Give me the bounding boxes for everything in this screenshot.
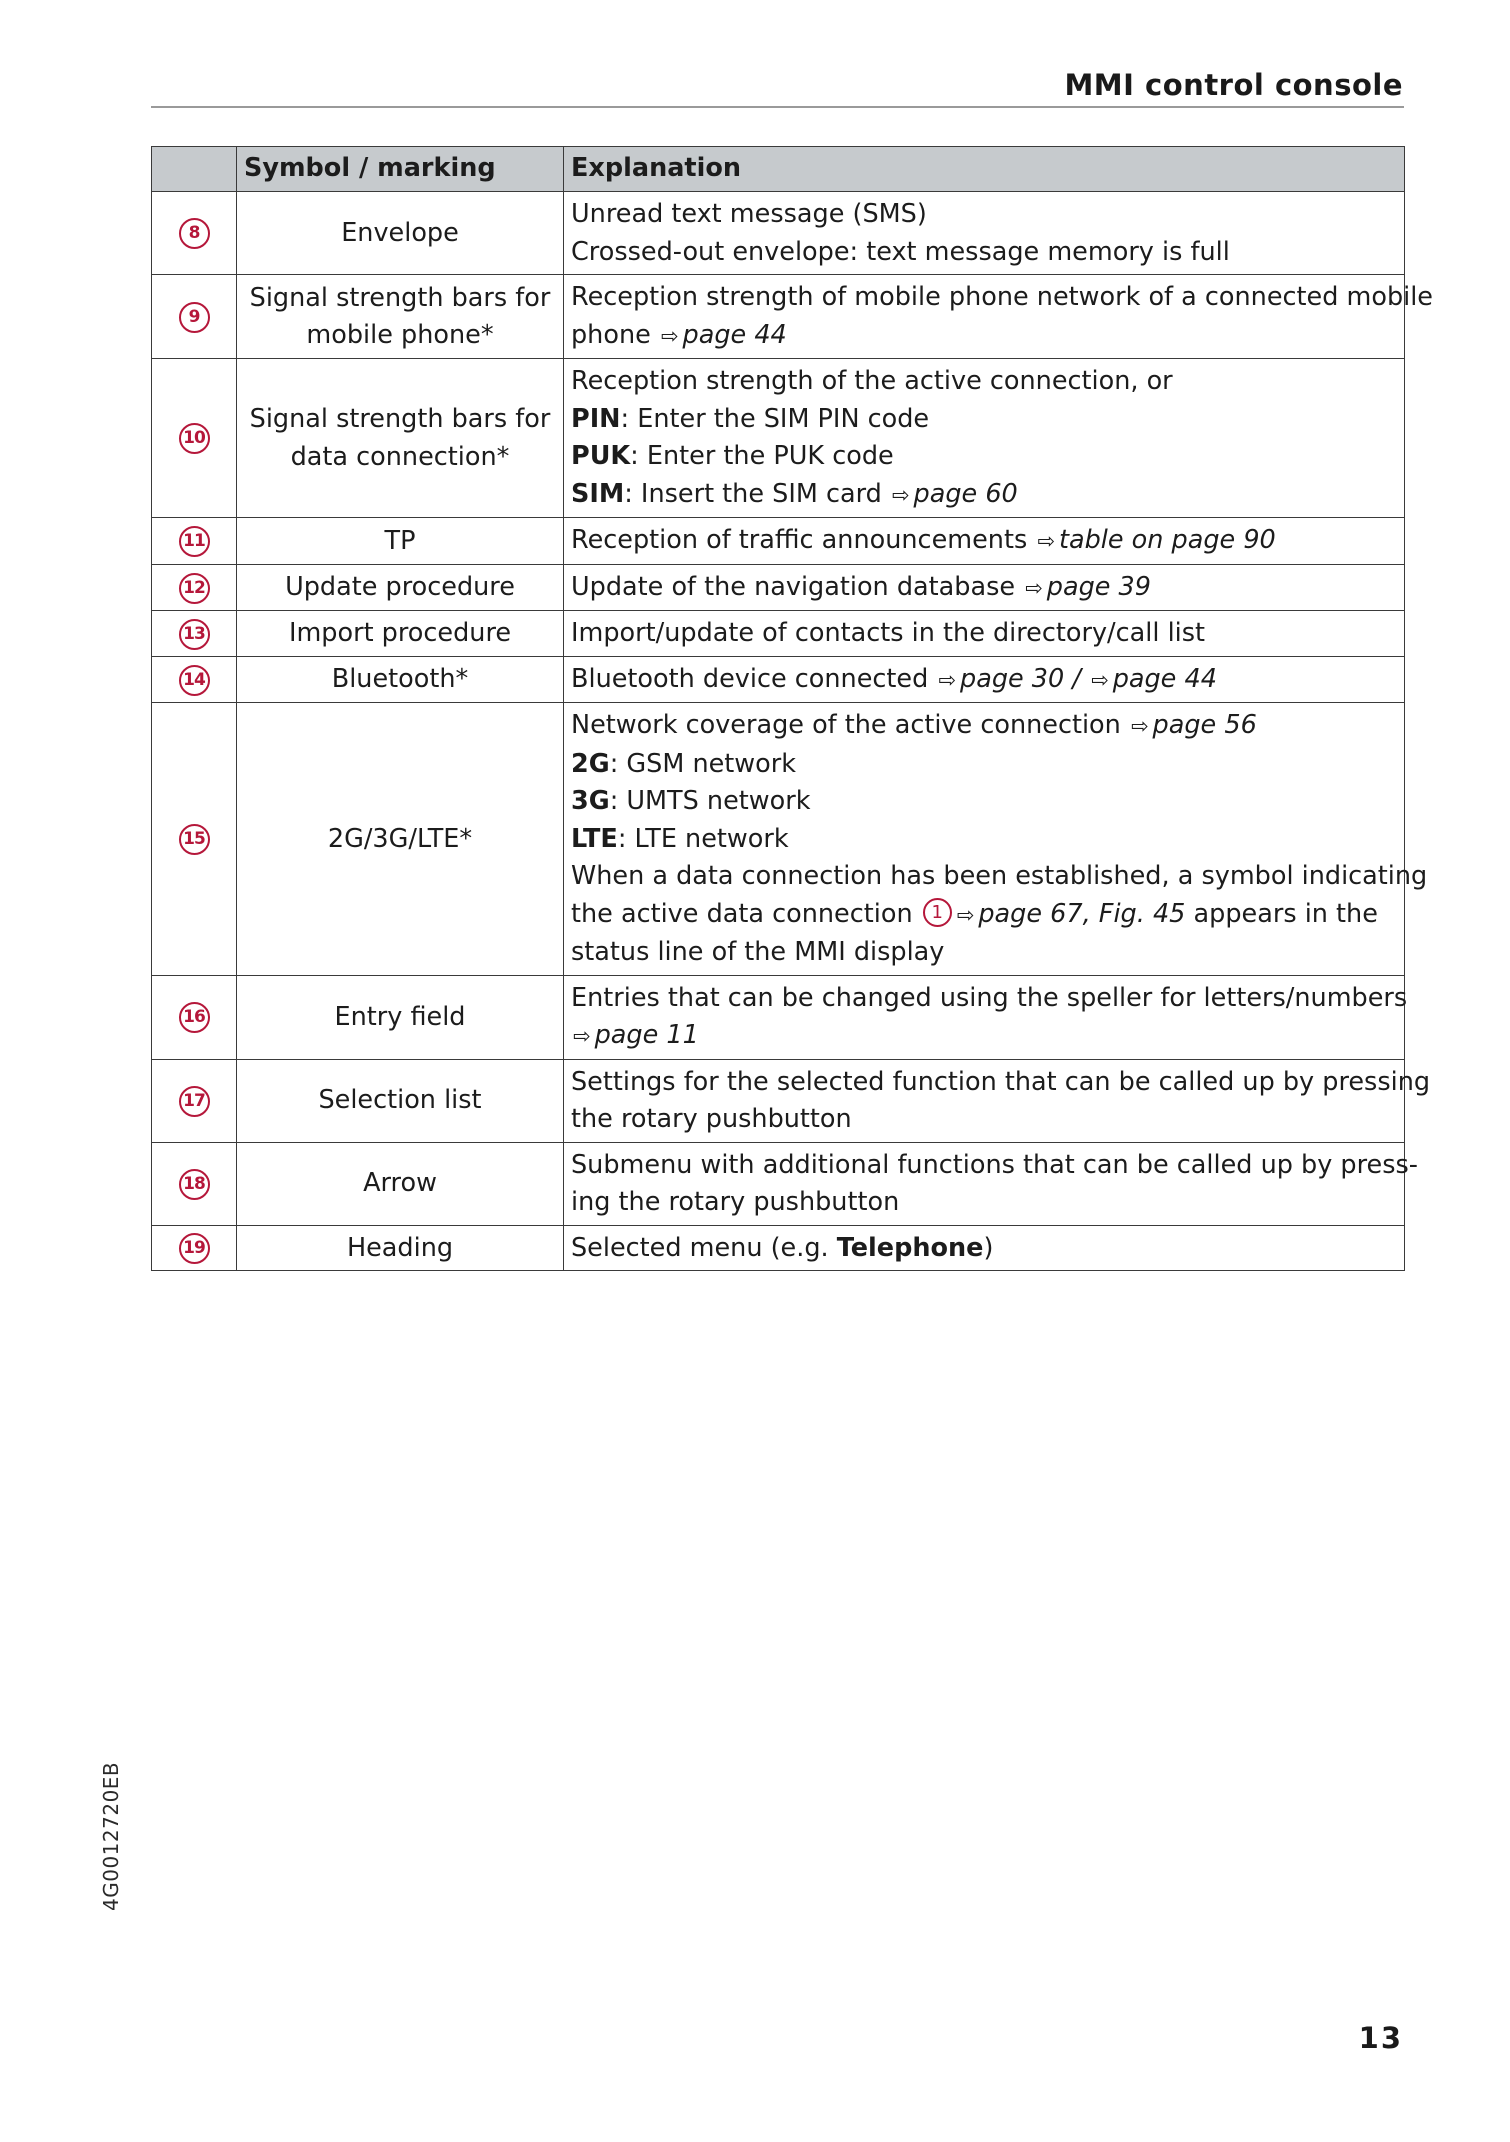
- page-reference-link[interactable]: page 44: [682, 319, 787, 350]
- symbol-cell: Envelope: [237, 192, 564, 275]
- page-reference-link[interactable]: page 67, Fig. 45: [978, 898, 1186, 929]
- explanation-cell: [564, 564, 1405, 611]
- item-number-badge: 15: [179, 824, 210, 855]
- row-number-cell: [152, 192, 237, 275]
- explanation-line: [571, 896, 1397, 935]
- item-number-badge: 17: [179, 1086, 210, 1117]
- term-text: : Insert the SIM card: [624, 478, 882, 509]
- item-number-badge: 10: [179, 423, 210, 454]
- explanation-cell: [564, 703, 1428, 976]
- table-row: [152, 192, 1405, 275]
- explanation-text: Selected menu (e.g.: [571, 1232, 829, 1263]
- explanation-line: ing the rotary pushbutton: [571, 1187, 900, 1217]
- column-header-number: [152, 147, 237, 192]
- page-reference-link[interactable]: page 30 /: [960, 663, 1081, 694]
- explanation-text: appears in the: [1193, 898, 1378, 929]
- table-row: [152, 703, 1405, 976]
- term-text: : Enter the SIM PIN code: [620, 403, 930, 434]
- symbol-cell: Heading: [237, 1225, 564, 1271]
- callout-number-badge: 1: [923, 898, 952, 927]
- explanation-text: Update of the navigation database: [571, 571, 1016, 602]
- table-row: [152, 975, 1405, 1059]
- term-label: PIN: [571, 403, 621, 434]
- row-number-cell: [152, 1059, 237, 1142]
- symbol-cell: Signal strength bars for mobile phone*: [237, 275, 564, 359]
- explanation-line: [571, 476, 1397, 515]
- explanation-line: [571, 317, 1397, 356]
- term-text: : GSM network: [609, 748, 796, 779]
- table-row: [152, 656, 1405, 703]
- column-header-symbol: Symbol / marking: [237, 147, 564, 192]
- table-row: [152, 1225, 1405, 1271]
- row-number-cell: [152, 359, 237, 518]
- explanation-cell: Import/update of contacts in the directory/call list: [564, 611, 1405, 657]
- explanation-line: the rotary pushbutton: [571, 1104, 852, 1134]
- row-number-cell: [152, 275, 237, 359]
- page-reference-link[interactable]: page 60: [913, 478, 1018, 509]
- explanation-line: When a data connection has been established, a symbol indicating: [571, 861, 1428, 891]
- reference-arrow-icon: ⇨: [938, 667, 957, 692]
- symbol-cell: Bluetooth*: [237, 656, 564, 703]
- item-number-badge: 16: [179, 1002, 210, 1033]
- table-row: [152, 611, 1405, 657]
- reference-arrow-icon: ⇨: [1025, 575, 1043, 600]
- item-number-badge: 9: [179, 302, 210, 333]
- item-number-badge: 18: [179, 1169, 210, 1200]
- symbol-cell: Entry field: [237, 975, 564, 1059]
- page-number: 13: [1358, 2021, 1403, 2055]
- item-number-badge: 12: [179, 573, 210, 604]
- row-number-cell: [152, 1225, 237, 1271]
- reference-arrow-icon: ⇨: [1037, 529, 1055, 553]
- explanation-text: the active data connection: [571, 898, 913, 929]
- reference-arrow-icon: ⇨: [956, 902, 975, 927]
- explanation-cell: [564, 1142, 1418, 1225]
- explanation-text: Bluetooth device connected: [571, 663, 929, 694]
- explanation-cell: [564, 975, 1408, 1059]
- term-text: : UMTS network: [609, 786, 811, 816]
- explanation-line: [571, 401, 1397, 439]
- explanation-line: Crossed-out envelope: text message memory is full: [571, 236, 1230, 267]
- explanation-line: [571, 783, 1397, 821]
- menu-name: Telephone: [836, 1232, 984, 1263]
- page-header-title: MMI control console: [1064, 68, 1403, 102]
- term-label: LTE: [571, 823, 618, 854]
- term-label: SIM: [571, 478, 625, 509]
- reference-arrow-icon: ⇨: [891, 482, 910, 507]
- table-row: [152, 359, 1405, 518]
- explanation-line: [571, 438, 1397, 476]
- table-row: [152, 564, 1405, 611]
- explanation-text: Reception of traffic announcements: [571, 525, 1028, 555]
- header-divider: [151, 106, 1404, 108]
- symbol-cell: Arrow: [237, 1142, 564, 1225]
- term-label: 3G: [571, 786, 610, 816]
- symbol-explanation-table: [151, 146, 1433, 1271]
- reference-arrow-icon: ⇨: [1130, 714, 1149, 738]
- explanation-cell: [564, 1225, 1405, 1271]
- column-header-explanation: Explanation: [564, 147, 1405, 192]
- table-row: [152, 1059, 1405, 1142]
- table-row: [152, 275, 1405, 359]
- row-number-cell: [152, 1142, 237, 1225]
- explanation-line: [571, 746, 1397, 784]
- explanation-cell: [564, 275, 1433, 359]
- term-label: PUK: [571, 441, 631, 471]
- explanation-text: Network coverage of the active connection: [571, 710, 1121, 740]
- explanation-cell: [564, 1059, 1431, 1142]
- row-number-cell: [152, 975, 237, 1059]
- explanation-line: Entries that can be changed using the speller for letters/numbers: [571, 982, 1408, 1013]
- explanation-line: Settings for the selected function that can be called up by pressing: [571, 1066, 1431, 1097]
- row-number-cell: [152, 564, 237, 611]
- explanation-line: [571, 1017, 1397, 1056]
- explanation-text: phone: [571, 319, 651, 350]
- explanation-cell: [564, 359, 1405, 518]
- row-number-cell: [152, 656, 237, 703]
- term-text: : LTE network: [617, 823, 789, 854]
- symbol-cell: Signal strength bars for data connection*: [237, 359, 564, 518]
- page-reference-link[interactable]: page 39: [1046, 571, 1152, 602]
- explanation-cell: [564, 518, 1405, 565]
- document-code: 4G0012720EB: [99, 1761, 123, 1911]
- explanation-line: Submenu with additional functions that can be called up by press-: [571, 1149, 1418, 1180]
- explanation-cell: [564, 192, 1405, 275]
- page-reference-link[interactable]: page 56: [1152, 710, 1257, 740]
- explanation-line: Unread text message (SMS): [571, 199, 927, 229]
- term-label: 2G: [571, 748, 610, 779]
- page-reference-link[interactable]: table on page 90: [1058, 525, 1276, 555]
- table-row: [152, 1142, 1405, 1225]
- row-number-cell: [152, 703, 237, 976]
- symbol-cell: Selection list: [237, 1059, 564, 1142]
- table-row: [152, 518, 1405, 565]
- explanation-cell: [564, 656, 1405, 703]
- row-number-cell: [152, 611, 237, 657]
- table-header-row: [152, 147, 1405, 192]
- page-reference-link[interactable]: page 44: [1112, 663, 1217, 694]
- explanation-line: [571, 707, 1397, 746]
- item-number-badge: 11: [179, 526, 210, 557]
- reference-arrow-icon: ⇨: [660, 323, 679, 348]
- symbol-cell: Update procedure: [237, 564, 564, 611]
- term-text: : Enter the PUK code: [630, 441, 894, 471]
- explanation-line: status line of the MMI display: [571, 937, 945, 967]
- symbol-cell: TP: [237, 518, 564, 565]
- symbol-cell: 2G/3G/LTE*: [237, 703, 564, 976]
- item-number-badge: 8: [179, 218, 210, 249]
- explanation-text: ): [983, 1232, 994, 1263]
- item-number-badge: 13: [179, 619, 210, 650]
- item-number-badge: 19: [179, 1233, 210, 1264]
- explanation-line: [571, 821, 1397, 859]
- page-reference-link[interactable]: page 11: [594, 1020, 699, 1050]
- item-number-badge: 14: [179, 665, 210, 696]
- explanation-line: Reception strength of mobile phone network of a connected mobile: [571, 282, 1433, 312]
- symbol-cell: Import procedure: [237, 611, 564, 657]
- reference-arrow-icon: ⇨: [1091, 667, 1109, 692]
- row-number-cell: [152, 518, 237, 565]
- explanation-line: Reception strength of the active connection, or: [571, 366, 1173, 396]
- reference-arrow-icon: ⇨: [573, 1024, 591, 1048]
